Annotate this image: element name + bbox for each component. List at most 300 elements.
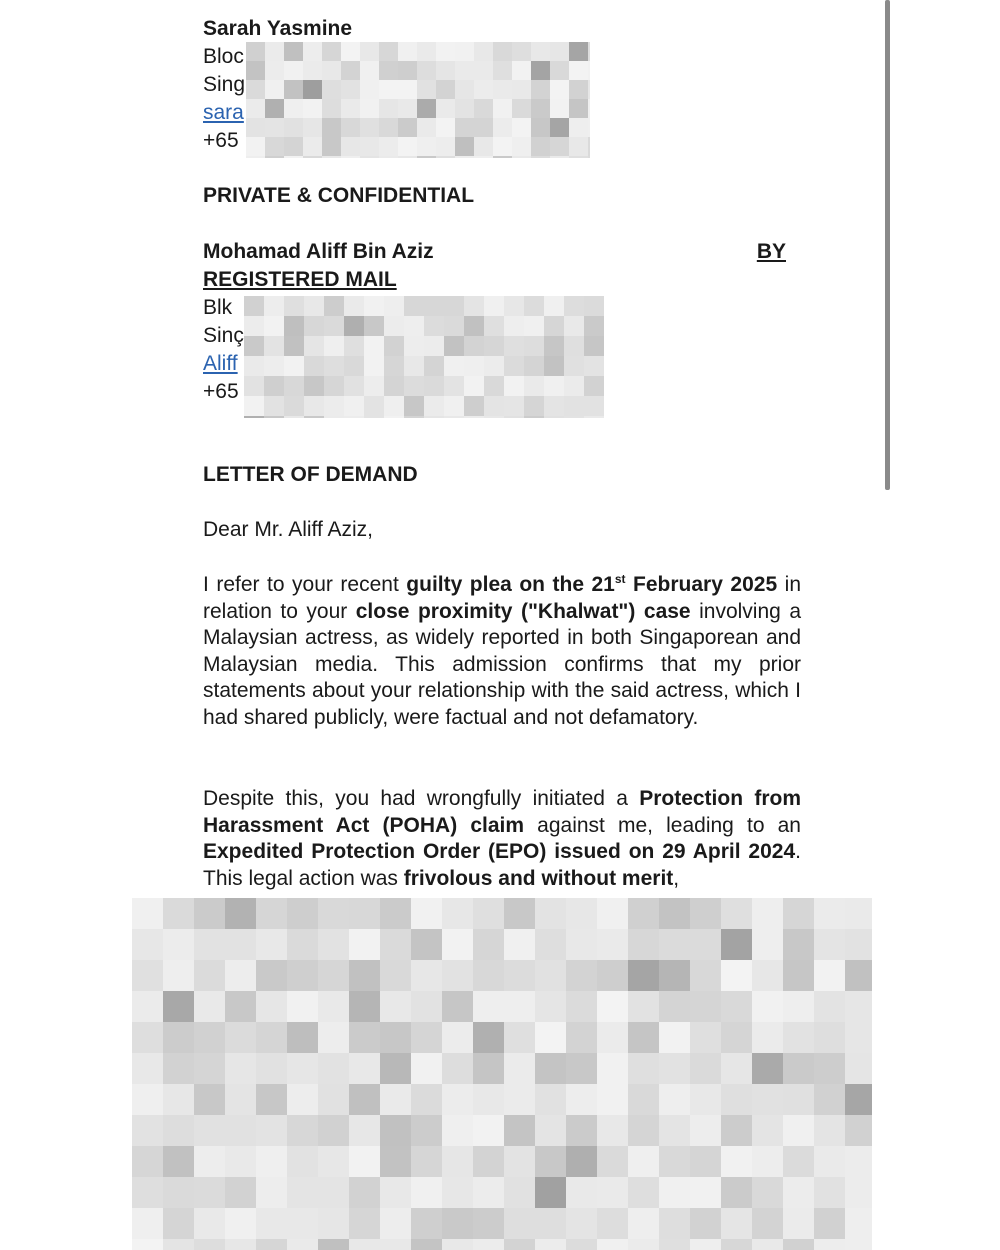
mosaic-cell [814,898,845,929]
mosaic-cell [504,296,524,316]
scrollbar-thumb[interactable] [885,0,890,490]
mosaic-cell [411,1053,442,1084]
mosaic-cell [597,1208,628,1239]
mosaic-cell [588,118,590,137]
mosaic-cell [318,1177,349,1208]
mosaic-cell [597,1146,628,1177]
mosaic-cell [284,396,304,416]
mosaic-cell [244,396,264,416]
mosaic-cell [493,137,512,156]
mosaic-cell [265,61,284,80]
mosaic-cell [752,898,783,929]
mosaic-cell [628,1022,659,1053]
mosaic-cell [659,898,690,929]
mosaic-cell [473,1022,504,1053]
recipient-address-line1: Blk [203,296,233,319]
mosaic-cell [628,1084,659,1115]
mosaic-cell [411,898,442,929]
para1-bold-1: guilty plea on the 21 [406,573,615,596]
mosaic-cell [569,118,588,137]
mosaic-cell [442,929,473,960]
mosaic-cell [564,356,584,376]
mosaic-cell [535,960,566,991]
mosaic-cell [132,1084,163,1115]
mosaic-cell [417,61,436,80]
mosaic-cell [550,80,569,99]
mosaic-cell [344,356,364,376]
mosaic-cell [344,396,364,416]
mosaic-cell [256,1208,287,1239]
mosaic-cell [344,336,364,356]
mosaic-cell [360,61,379,80]
mosaic-cell [544,356,564,376]
mosaic-cell [284,356,304,376]
mosaic-cell [504,396,524,416]
mosaic-cell [783,929,814,960]
mosaic-cell [752,1177,783,1208]
mosaic-cell [349,1208,380,1239]
mosaic-cell [324,336,344,356]
mosaic-cell [364,396,384,416]
mosaic-cell [349,1146,380,1177]
mosaic-cell [504,376,524,396]
mosaic-cell [464,396,484,416]
mosaic-cell [349,991,380,1022]
mosaic-cell [284,61,303,80]
mosaic-cell [690,1177,721,1208]
mosaic-cell [264,336,284,356]
mosaic-cell [721,991,752,1022]
mosaic-cell [163,1239,194,1250]
mosaic-cell [364,336,384,356]
mosaic-cell [504,356,524,376]
recipient-address-line2: Sinç [203,324,244,347]
mosaic-cell [384,416,404,418]
mosaic-cell [163,1208,194,1239]
mosaic-cell [442,1022,473,1053]
mosaic-cell [287,1177,318,1208]
mosaic-cell [424,376,444,396]
mosaic-cell [322,137,341,156]
mosaic-cell [659,1053,690,1084]
mosaic-cell [194,1177,225,1208]
mosaic-cell [379,118,398,137]
mosaic-cell [349,1053,380,1084]
mosaic-cell [504,1115,535,1146]
mosaic-cell [380,1084,411,1115]
mosaic-cell [380,1022,411,1053]
mosaic-cell [493,42,512,61]
mosaic-cell [659,1239,690,1250]
mosaic-cell [690,1146,721,1177]
mosaic-cell [531,80,550,99]
mosaic-cell [284,80,303,99]
mosaic-cell [535,1053,566,1084]
mosaic-cell [324,416,344,418]
mosaic-cell [287,929,318,960]
mosaic-cell [473,1177,504,1208]
mosaic-cell [284,336,304,356]
paragraph-2 [203,786,801,892]
mosaic-cell [398,137,417,156]
mosaic-cell [132,1208,163,1239]
mosaic-cell [493,61,512,80]
mosaic-cell [411,1084,442,1115]
mosaic-cell [318,991,349,1022]
mosaic-cell [504,1084,535,1115]
mosaic-cell [814,1053,845,1084]
mosaic-cell [404,416,424,418]
mosaic-cell [690,1115,721,1146]
mosaic-cell [264,296,284,316]
mosaic-cell [444,296,464,316]
mosaic-cell [225,960,256,991]
mosaic-cell [444,416,464,418]
mosaic-cell [504,416,524,418]
mosaic-cell [484,336,504,356]
mosaic-cell [322,42,341,61]
mosaic-cell [360,80,379,99]
mosaic-cell [194,1115,225,1146]
mosaic-cell [464,376,484,396]
mosaic-cell [442,1208,473,1239]
mosaic-cell [474,99,493,118]
mosaic-cell [132,929,163,960]
mosaic-cell [628,960,659,991]
recipient-name: Mohamad Aliff Bin Aziz [203,240,434,263]
mosaic-cell [569,99,588,118]
mosaic-cell [814,1239,845,1250]
mosaic-cell [597,960,628,991]
mosaic-cell [360,156,379,158]
mosaic-cell [564,316,584,336]
mosaic-cell [436,99,455,118]
mosaic-cell [380,1239,411,1250]
mosaic-cell [194,1053,225,1084]
mosaic-cell [473,991,504,1022]
mosaic-cell [659,1084,690,1115]
mosaic-cell [163,1022,194,1053]
mosaic-cell [473,1239,504,1250]
mosaic-cell [845,1053,872,1084]
mosaic-cell [455,156,474,158]
mosaic-cell [318,1115,349,1146]
mosaic-cell [659,960,690,991]
mosaic-cell [303,42,322,61]
mosaic-cell [436,80,455,99]
mosaic-cell [544,396,564,416]
mosaic-cell [256,1053,287,1084]
mosaic-cell [349,960,380,991]
mosaic-cell [566,1053,597,1084]
mosaic-cell [473,1146,504,1177]
mosaic-cell [132,898,163,929]
redaction-mosaic-sender [246,42,590,158]
mosaic-cell [341,118,360,137]
mosaic-cell [535,1208,566,1239]
mosaic-cell [504,1208,535,1239]
mosaic-cell [597,1177,628,1208]
mosaic-cell [344,376,364,396]
mosaic-cell [442,1177,473,1208]
mosaic-cell [597,1084,628,1115]
mosaic-cell [584,356,604,376]
mosaic-cell [566,991,597,1022]
mosaic-cell [493,118,512,137]
mosaic-cell [264,356,284,376]
mosaic-cell [566,1208,597,1239]
mosaic-cell [493,99,512,118]
mosaic-cell [318,898,349,929]
mosaic-cell [783,991,814,1022]
mosaic-cell [524,356,544,376]
mosaic-cell [132,1115,163,1146]
mosaic-cell [360,42,379,61]
mosaic-cell [379,61,398,80]
mosaic-cell [304,396,324,416]
mosaic-cell [411,1115,442,1146]
mosaic-cell [597,1239,628,1250]
mosaic-cell [473,898,504,929]
mosaic-cell [318,1208,349,1239]
mosaic-cell [535,1239,566,1250]
mosaic-cell [194,1239,225,1250]
mosaic-cell [380,898,411,929]
mosaic-cell [380,1053,411,1084]
private-confidential-label: PRIVATE & CONFIDENTIAL [203,184,475,207]
mosaic-cell [360,137,379,156]
mosaic-cell [264,376,284,396]
mosaic-cell [783,1084,814,1115]
letter-title: LETTER OF DEMAND [203,463,418,486]
mosaic-cell [349,1115,380,1146]
mosaic-cell [411,991,442,1022]
mosaic-cell [628,1115,659,1146]
mosaic-cell [364,296,384,316]
mosaic-cell [569,42,588,61]
mosaic-cell [845,1208,872,1239]
mosaic-cell [265,118,284,137]
mosaic-cell [845,1146,872,1177]
mosaic-cell [244,336,264,356]
mosaic-cell [225,1208,256,1239]
mosaic-cell [721,1084,752,1115]
mosaic-cell [569,61,588,80]
mosaic-cell [411,1177,442,1208]
mosaic-cell [442,1084,473,1115]
mosaic-cell [417,137,436,156]
mosaic-cell [163,1115,194,1146]
mosaic-cell [384,396,404,416]
mosaic-cell [814,1177,845,1208]
mosaic-cell [398,99,417,118]
mosaic-cell [752,1084,783,1115]
mosaic-cell [814,1208,845,1239]
mosaic-cell [504,1053,535,1084]
mosaic-cell [512,137,531,156]
sender-phone: +65 [203,129,239,152]
recipient-email-link[interactable]: Aliff [203,352,238,375]
mosaic-cell [442,1239,473,1250]
mosaic-cell [659,1115,690,1146]
mosaic-cell [194,1146,225,1177]
mosaic-cell [455,42,474,61]
mosaic-cell [398,42,417,61]
mosaic-cell [287,1146,318,1177]
mosaic-cell [436,42,455,61]
mosaic-cell [504,1146,535,1177]
redaction-mosaic-recipient [244,296,604,418]
mosaic-cell [344,416,364,418]
mosaic-cell [264,396,284,416]
mosaic-cell [659,929,690,960]
mosaic-cell [504,991,535,1022]
mosaic-cell [566,1239,597,1250]
mosaic-cell [304,336,324,356]
mosaic-cell [287,1022,318,1053]
mosaic-cell [721,1239,752,1250]
mosaic-cell [163,898,194,929]
mosaic-cell [493,80,512,99]
mosaic-cell [380,1115,411,1146]
mosaic-cell [424,416,444,418]
mosaic-cell [721,929,752,960]
mosaic-cell [264,316,284,336]
mosaic-cell [531,156,550,158]
mosaic-cell [474,80,493,99]
mosaic-cell [225,991,256,1022]
mosaic-cell [512,99,531,118]
mosaic-cell [504,898,535,929]
mosaic-cell [132,991,163,1022]
mosaic-cell [484,296,504,316]
para1-text-3: involving a Malaysian actress, as widely reported in both Singaporean and Malaysian media. This admission confirms that my prior statements about your relationship with the said actress, which I had shared publicly, were factual and not defamatory. [203,599,802,729]
mosaic-cell [628,1146,659,1177]
mosaic-cell [384,376,404,396]
mosaic-cell [284,137,303,156]
mosaic-cell [424,296,444,316]
mosaic-cell [814,1084,845,1115]
mosaic-cell [752,960,783,991]
mosaic-cell [588,137,590,156]
mosaic-cell [464,356,484,376]
mosaic-cell [584,376,604,396]
para2-text-3: . This legal action was [203,840,801,890]
mosaic-cell [550,118,569,137]
mosaic-cell [814,1146,845,1177]
mosaic-cell [324,356,344,376]
mosaic-cell [364,376,384,396]
mosaic-cell [659,991,690,1022]
mosaic-cell [535,1177,566,1208]
mosaic-cell [474,156,493,158]
mosaic-cell [474,137,493,156]
mosaic-cell [690,991,721,1022]
mosaic-cell [531,61,550,80]
mosaic-cell [783,960,814,991]
mosaic-cell [473,960,504,991]
para2-text-1: Despite this, you had wrongfully initiated a [203,787,640,810]
mosaic-cell [411,929,442,960]
mosaic-cell [265,42,284,61]
mosaic-cell [845,898,872,929]
mosaic-cell [404,396,424,416]
mosaic-cell [569,156,588,158]
mosaic-cell [566,929,597,960]
mosaic-cell [484,396,504,416]
mosaic-cell [628,898,659,929]
mosaic-cell [404,356,424,376]
mosaic-cell [303,156,322,158]
mosaic-cell [721,1146,752,1177]
mosaic-cell [584,316,604,336]
mosaic-cell [380,929,411,960]
mosaic-cell [473,1053,504,1084]
mosaic-cell [380,1208,411,1239]
mosaic-cell [256,1084,287,1115]
mosaic-cell [584,416,604,418]
mosaic-cell [322,99,341,118]
mosaic-cell [244,376,264,396]
mosaic-cell [464,416,484,418]
mosaic-cell [845,991,872,1022]
mosaic-cell [512,61,531,80]
mosaic-cell [566,1084,597,1115]
mosaic-cell [287,1053,318,1084]
mosaic-cell [442,1146,473,1177]
mosaic-cell [284,416,304,418]
mosaic-cell [504,929,535,960]
mosaic-cell [380,1177,411,1208]
para1-bold-3: close proximity ("Khalwat") case [355,599,691,623]
mosaic-cell [284,118,303,137]
mosaic-cell [163,929,194,960]
mosaic-cell [322,61,341,80]
mosaic-cell [132,1022,163,1053]
mosaic-cell [484,316,504,336]
mosaic-cell [304,316,324,336]
mosaic-cell [442,1115,473,1146]
mosaic-cell [569,137,588,156]
para1-bold-2: February 2025 [625,573,778,596]
mosaic-cell [324,396,344,416]
mosaic-cell [628,1239,659,1250]
mosaic-cell [225,1239,256,1250]
mosaic-cell [436,118,455,137]
mosaic-cell [132,960,163,991]
mosaic-cell [318,1239,349,1250]
mosaic-cell [163,1177,194,1208]
redaction-mosaic-bottom [132,898,872,1250]
mosaic-cell [455,118,474,137]
mosaic-cell [287,1115,318,1146]
mosaic-cell [256,960,287,991]
mosaic-cell [544,336,564,356]
mosaic-cell [349,1177,380,1208]
mosaic-cell [444,356,464,376]
mosaic-cell [493,156,512,158]
para2-bold-1: Protection from Harassment Act (POHA) claim [203,787,801,837]
mosaic-cell [628,1177,659,1208]
mosaic-cell [256,1177,287,1208]
sender-email-link[interactable]: sara [203,101,244,124]
mosaic-cell [322,156,341,158]
mosaic-cell [814,960,845,991]
mosaic-cell [524,416,544,418]
mosaic-cell [287,1084,318,1115]
mosaic-cell [256,1239,287,1250]
mosaic-cell [344,316,364,336]
